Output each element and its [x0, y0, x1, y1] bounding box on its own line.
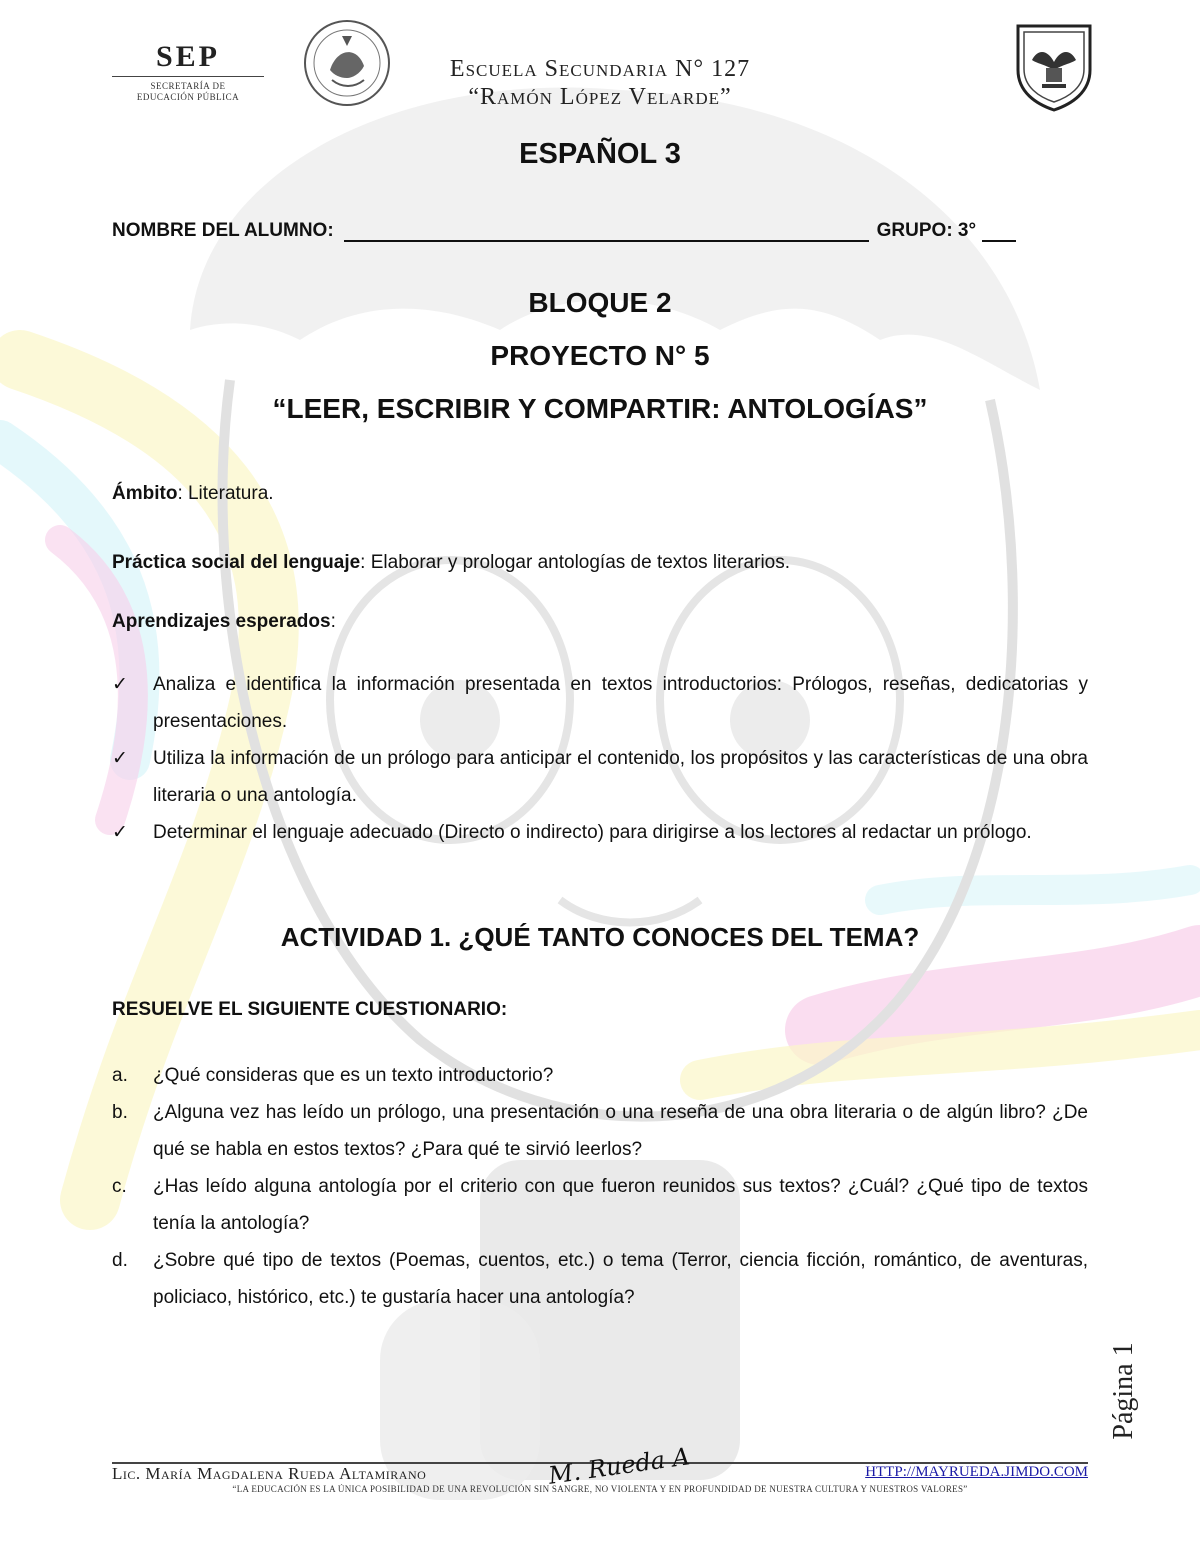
- school-line-1: Escuela Secundaria N° 127: [449, 56, 751, 82]
- list-item: [112, 1168, 1088, 1242]
- mexico-national-seal-icon: [302, 18, 392, 108]
- question-marker: d.: [112, 1250, 128, 1271]
- list-item: [112, 814, 1088, 851]
- school-name: [400, 55, 800, 111]
- activity-title: ACTIVIDAD 1. ¿QUÉ TANTO CONOCES DEL TEMA?: [280, 922, 920, 952]
- group-label: GRUPO: 3°: [876, 220, 977, 241]
- list-item-text: Determinar el lenguaje adecuado (Directo o indirecto) para dirigirse a los lectores al redactar un prólogo.: [153, 822, 1032, 843]
- learning-outcomes-list: [112, 666, 1088, 851]
- questionnaire-list: [112, 1057, 1088, 1316]
- project-number: PROYECTO N° 5: [490, 340, 710, 371]
- sep-logo: [112, 40, 264, 103]
- checkmark-icon: ✓: [112, 674, 128, 695]
- page-number-container: [1094, 1336, 1154, 1446]
- list-item-text: Utiliza la información de un prólogo para anticipar el contenido, los propósitos y las características de una obra literaria o una antología.: [153, 748, 1088, 806]
- list-item: [112, 1057, 1088, 1094]
- list-item-text: Analiza e identifica la información presentada en textos introductorios: Prólogos, reseñas, dedicatorias y presentaciones.: [153, 674, 1088, 732]
- footer-url-link[interactable]: HTTP://MAYRUEDA.JIMDO.COM: [865, 1464, 1088, 1480]
- checkmark-icon: ✓: [112, 748, 128, 769]
- sep-subtitle-1: SECRETARÍA DE: [150, 81, 226, 91]
- instructions-heading: RESUELVE EL SIGUIENTE CUESTIONARIO:: [112, 999, 508, 1020]
- project-title: “LEER, ESCRIBIR Y COMPARTIR: ANTOLOGÍAS”: [272, 393, 928, 424]
- list-item: [112, 1242, 1088, 1316]
- sep-title: SEP: [155, 40, 221, 73]
- aprendizajes-heading: [112, 604, 1088, 640]
- question-text: ¿Has leído alguna antología por el criterio con que fueron reunidos sus textos? ¿Cuál? ¿Qué tipo de textos tenía la antología?: [153, 1176, 1088, 1234]
- sep-rule: [112, 76, 264, 77]
- group-blank: [982, 220, 1016, 242]
- page-number: Página 1: [1108, 1342, 1139, 1440]
- school-crest-icon: [1014, 20, 1094, 112]
- question-marker: c.: [112, 1176, 127, 1197]
- checkmark-icon: ✓: [112, 822, 128, 843]
- signature: M. Rueda A: [546, 1442, 692, 1490]
- ambito-label: Ámbito: [112, 483, 178, 504]
- question-text: ¿Alguna vez has leído un prólogo, una presentación o una reseña de una obra literaria o de algún libro? ¿De qué se habla en estos textos? ¿Para qué te sirvió leerlos?: [153, 1102, 1088, 1160]
- list-item: [112, 1094, 1088, 1168]
- question-text: ¿Sobre qué tipo de textos (Poemas, cuentos, etc.) o tema (Terror, ciencia ficción, romántico, de aventuras, policiaco, histórico, etc.) te gustaría hacer una antología?: [153, 1250, 1088, 1308]
- sep-subtitle-2: EDUCACIÓN PÚBLICA: [136, 92, 240, 102]
- aprendizajes-label: Aprendizajes esperados: [112, 611, 331, 632]
- practica-label: Práctica social del lenguaje: [112, 552, 361, 573]
- student-info-line: [112, 220, 1092, 242]
- practica-paragraph: [112, 545, 1088, 581]
- question-text: ¿Qué consideras que es un texto introductorio?: [153, 1065, 554, 1086]
- page-title: ESPAÑOL 3: [519, 138, 681, 170]
- list-item: [112, 666, 1088, 740]
- aprendizajes-suffix: :: [330, 611, 336, 632]
- footer-quote: “LA EDUCACIÓN ES LA ÚNICA POSIBILIDAD DE UNA REVOLUCIÓN SIN SANGRE, NO VIOLENTA Y EN PROFUNDIDAD DE NUESTRA CULTURA Y NUESTROS VALORES”: [232, 1484, 968, 1494]
- question-marker: b.: [112, 1102, 128, 1123]
- practica-value: : Elaborar y prologar antologías de textos literarios.: [360, 552, 791, 573]
- student-name-blank: [344, 220, 869, 242]
- ambito-paragraph: [112, 476, 1088, 512]
- ambito-value: : Literatura.: [177, 483, 274, 504]
- school-line-2: “Ramón López Velarde”: [468, 84, 732, 110]
- list-item: [112, 740, 1088, 814]
- student-name-label: NOMBRE DEL ALUMNO:: [112, 220, 334, 241]
- question-marker: a.: [112, 1065, 128, 1086]
- footer-author: Lic. María Magdalena Rueda Altamirano: [112, 1464, 427, 1483]
- block-title: BLOQUE 2: [528, 287, 672, 318]
